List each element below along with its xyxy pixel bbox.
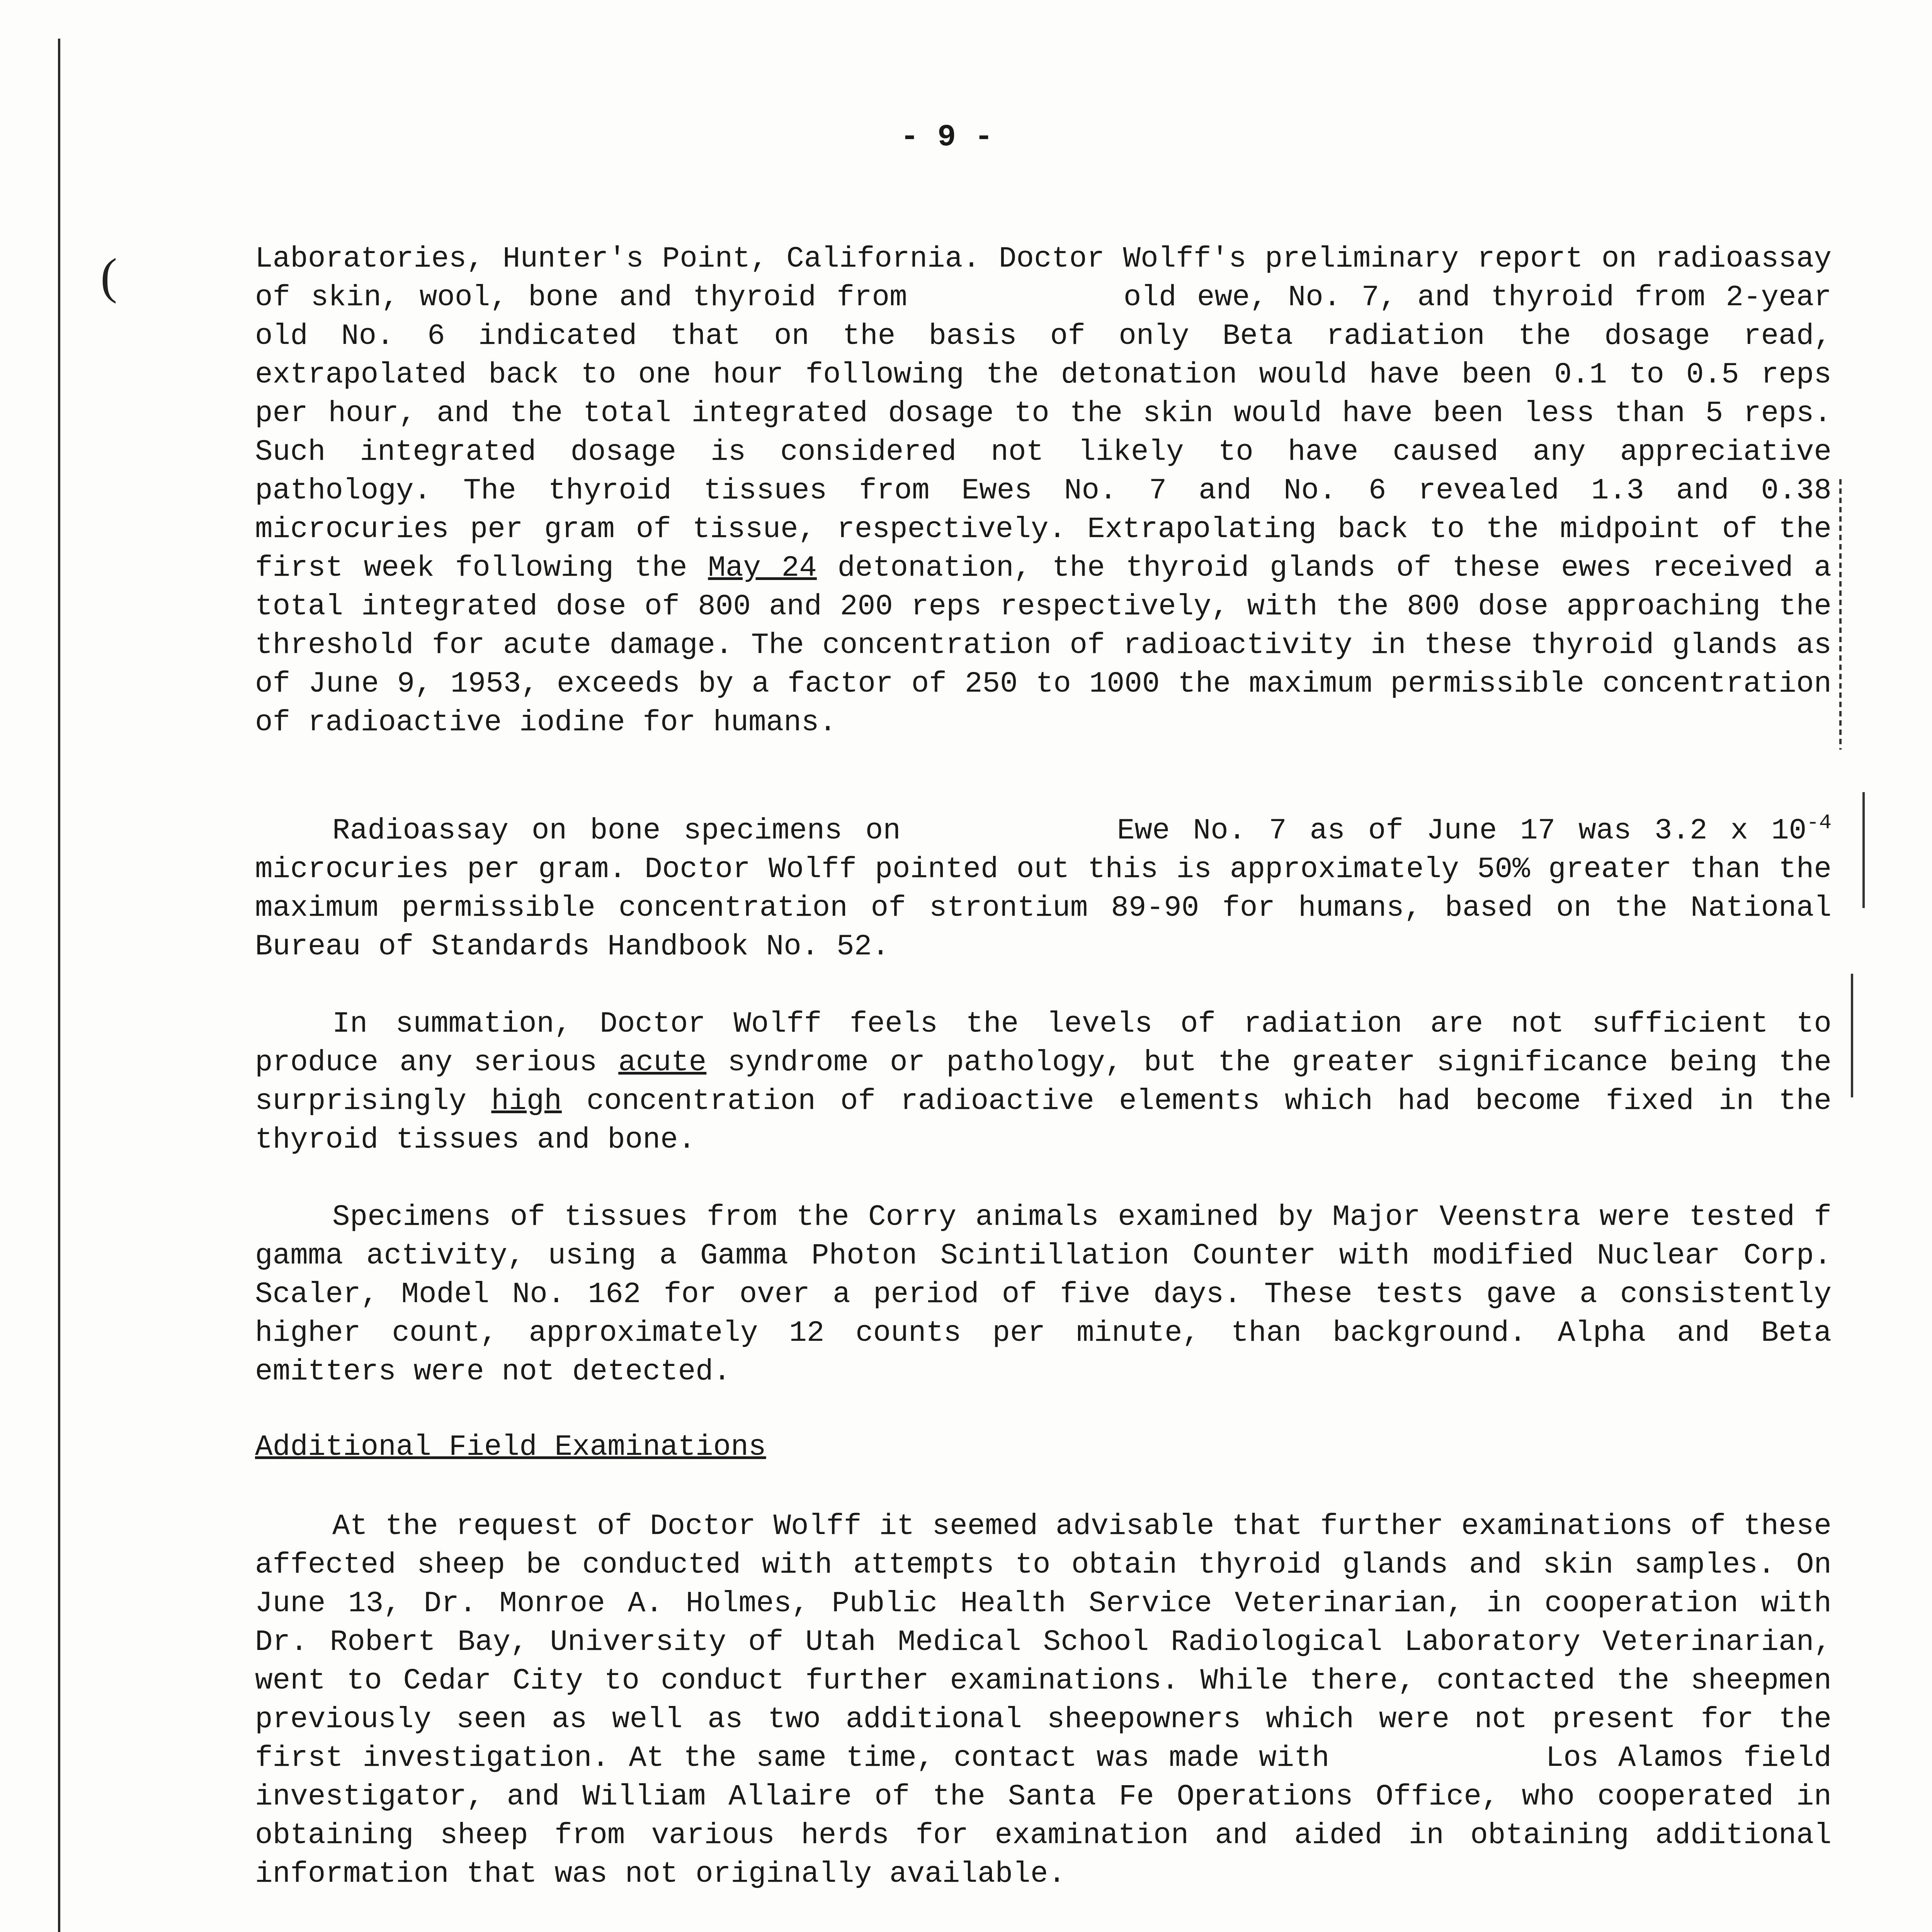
paragraph-gamma-activity [255,1198,1832,1391]
margin-paren-mark: ( [100,248,117,304]
paragraph-summation [255,1005,1832,1159]
underlined-date: May 24 [708,551,817,585]
paragraph-text: microcuries per gram. Doctor Wolff pointed out this is approximately 50% greater than the maximum permissible concentration of strontium 89-90 for humans, based on the National Bureau of Standards Handbook No. 52. [255,853,1832,963]
paragraph-text: Radioassay on bone specimens on [332,814,901,847]
margin-annotation-line [1862,792,1865,908]
paragraph-text: detonation, the thyroid glands of these ewes received a total integrated dose of 800 and 200 reps respectively, with the 800 dose approaching the threshold for acute damage. The concentration of radioactivity in these thyroid glands as of June 9, 1953, exceeds by a factor of 250 to 1000 the maximum permissible concentration of radioactive iodine for humans. [255,551,1832,739]
section-heading: Additional Field Examinations [255,1430,766,1464]
underlined-word: high [491,1085,562,1118]
underlined-word: acute [618,1046,707,1079]
margin-annotation-line [1839,479,1842,750]
paragraph-text: Laboratories, Hunter's Point, California. Doctor Wolff's preliminary report on radioassay of skin, wool, bone and thyroid from [255,242,1832,314]
left-margin-rule [58,39,60,1932]
paragraph-text: syndrome or pathology, but the greater significance being the surprisingly [255,1046,1832,1118]
paragraph-wolff-report [255,240,1832,742]
paragraph-text: concentration of radioactive elements which had become fixed in the thyroid tissues and bone. [255,1085,1832,1156]
paragraph-text: In summation, Doctor Wolff feels the levels of radiation are not sufficient to produce any serious [255,1007,1832,1079]
paragraph-text: Specimens of tissues from the Corry animals examined by Major Veenstra were tested f gamma activity, using a Gamma Photon Scintillation Counter with modified Nuclear Corp. Scaler, Model No. 162 for over a period of five days. These tests gave a consistently higher count, approximately 12 counts per minute, than background. Alpha and Beta emitters were not detected. [255,1201,1832,1388]
paragraph-bone-radioassay [255,811,1832,966]
paragraph-text: At the request of Doctor Wolff it seemed advisable that further examinations of these affected sheep be conducted with attempts to obtain thyroid glands and skin samples. On June 13, Dr. Monroe A. Holmes, Public Health Service Veterinarian, in cooperation with Dr. Robert Bay, University of Utah Medical School Radiological Laboratory Veterinarian, went to Cedar City to conduct further examinations. While there, contacted the sheepmen previously seen as well as two additional sheepowners which were not present for the first investigation. At the same time, contact was made with [255,1510,1832,1775]
exponent: -4 [1806,811,1832,835]
page-number-header: - 9 - [900,120,993,155]
margin-annotation-line [1851,974,1853,1097]
paragraph-field-examinations [255,1507,1832,1893]
paragraph-text: Ewe No. 7 as of June 17 was 3.2 x 10 [1117,814,1807,847]
paragraph-text: Los Alamos field investigator, and William Allaire of the Santa Fe Operations Office, who cooperated in obtaining sheep from various herds for examination and aided in obtaining additional information that was not originally available. [255,1742,1832,1891]
paragraph-text: old ewe, No. 7, and thyroid from 2-year old No. 6 indicated that on the basis of only Beta radiation the dosage read, extrapolated back to one hour following the detonation would have been 0.1 to 0.5 reps per hour, and the total integrated dosage to the skin would have been less than 5 reps. Such integrated dosage is considered not likely to have caused any appreciative pathology. The thyroid tissues from Ewes No. 7 and No. 6 revealed 1.3 and 0.38 microcuries per gram of tissue, respectively. Extrapolating back to the midpoint of the first week following the [255,281,1832,585]
